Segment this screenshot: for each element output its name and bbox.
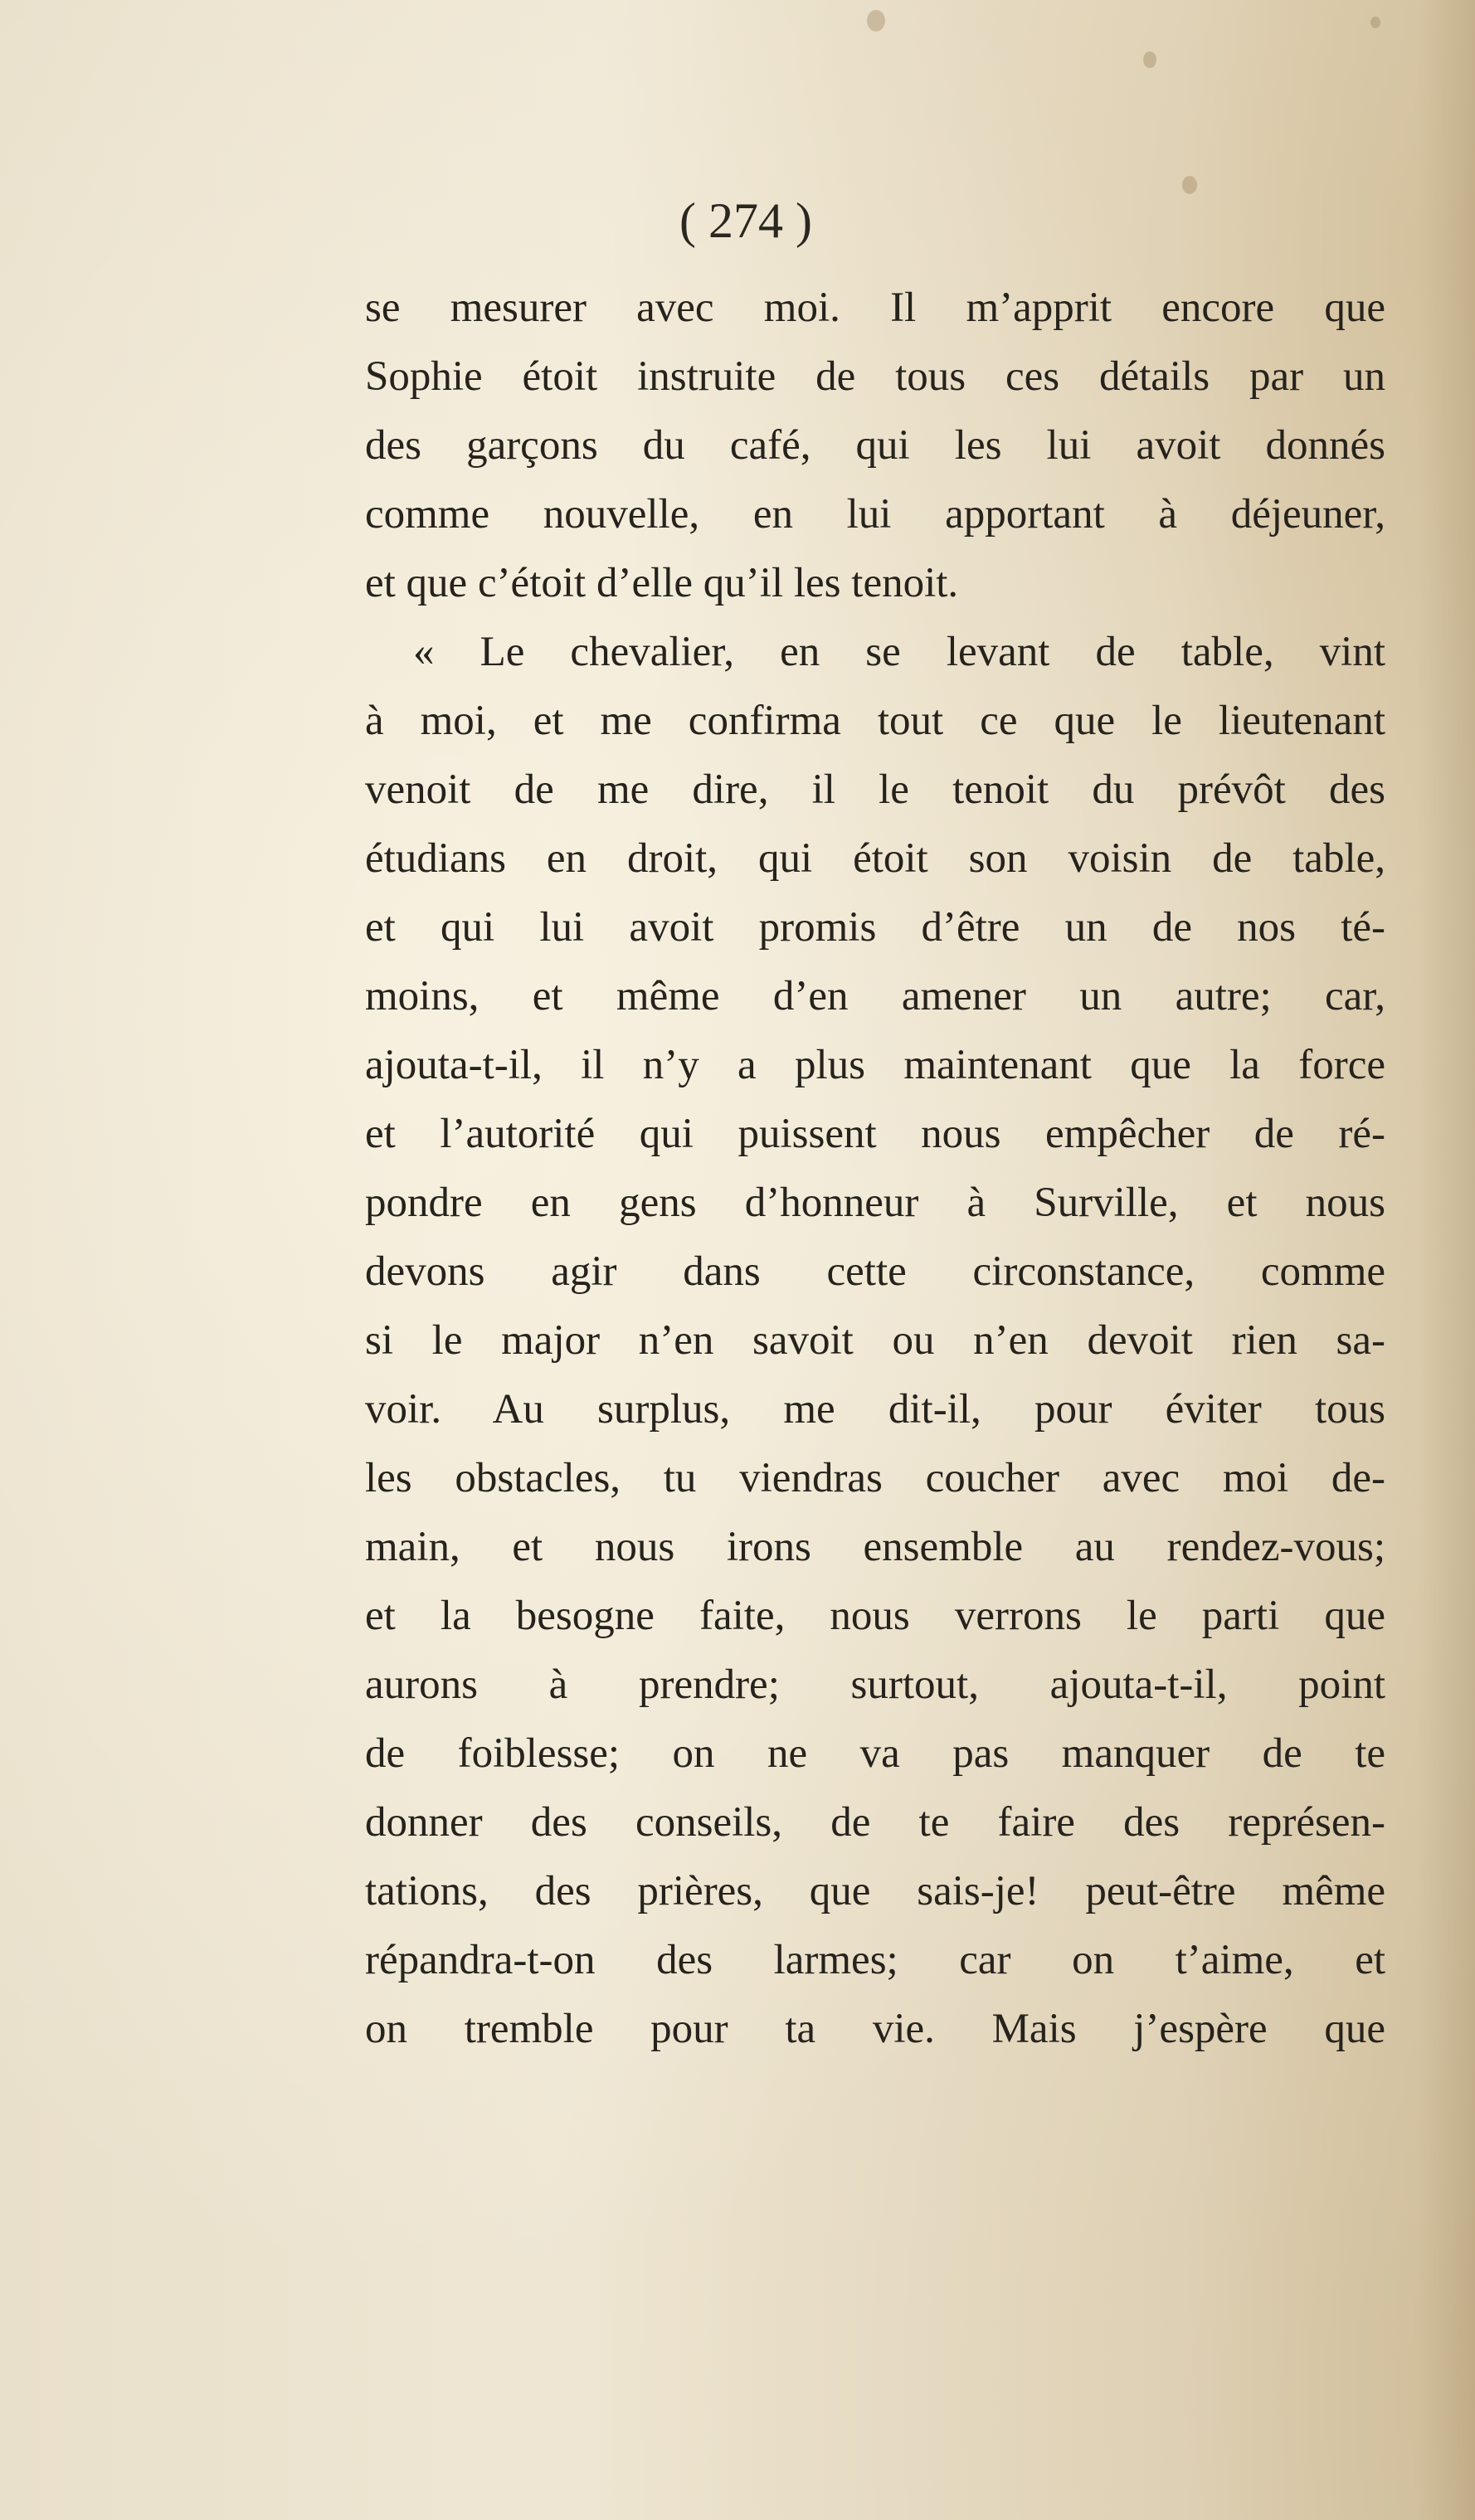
text-line: donner des conseils, de te faire des représen-: [365, 1799, 1385, 1846]
text-line: moins, et même d’en amener un autre; car,: [365, 973, 1385, 1019]
text-line: devons agir dans cette circonstance, comme: [365, 1248, 1385, 1295]
text-line: main, et nous irons ensemble au rendez-vous;: [365, 1524, 1385, 1570]
text-line: de foiblesse; on ne va pas manquer de te: [365, 1730, 1385, 1777]
text-line: et que c’étoit d’elle qu’il les tenoit.: [365, 560, 959, 606]
text-line: pondre en gens d’honneur à Surville, et nous: [365, 1180, 1385, 1226]
text-line: aurons à prendre; surtout, ajouta-t-il, point: [365, 1661, 1385, 1708]
paper-spot: [1182, 176, 1197, 194]
text-line: et qui lui avoit promis d’être un de nos té-: [365, 904, 1385, 951]
text-line: ajouta-t-il, il n’y a plus maintenant que la force: [365, 1042, 1385, 1088]
paper-spot: [1143, 51, 1156, 68]
text-line: « Le chevalier, en se levant de table, vint: [413, 629, 1385, 675]
text-line: si le major n’en savoit ou n’en devoit rien sa-: [365, 1317, 1385, 1364]
page-edge-shadow: [1417, 0, 1475, 2520]
text-line: à moi, et me confirma tout ce que le lieutenant: [365, 698, 1385, 744]
paper-spot: [1370, 17, 1380, 28]
text-line: Sophie étoit instruite de tous ces détails par un: [365, 353, 1385, 400]
text-line: on tremble pour ta vie. Mais j’espère que: [365, 2006, 1385, 2052]
text-line: répandra-t-on des larmes; car on t’aime, et: [365, 1937, 1385, 1983]
text-line: comme nouvelle, en lui apportant à déjeuner,: [365, 491, 1385, 538]
paper-spot: [867, 10, 885, 32]
text-line: et la besogne faite, nous verrons le parti que: [365, 1593, 1385, 1639]
text-line: et l’autorité qui puissent nous empêcher de ré-: [365, 1111, 1385, 1157]
text-line: des garçons du café, qui les lui avoit donnés: [365, 422, 1385, 469]
text-line: étudians en droit, qui étoit son voisin de table,: [365, 835, 1385, 882]
text-line: les obstacles, tu viendras coucher avec moi de-: [365, 1455, 1385, 1501]
text-line: tations, des prières, que sais-je! peut-être même: [365, 1868, 1385, 1914]
text-line: se mesurer avec moi. Il m’apprit encore que: [365, 285, 1385, 331]
page-number: ( 274 ): [679, 193, 812, 248]
text-line: venoit de me dire, il le tenoit du prévôt des: [365, 766, 1385, 813]
text-line: voir. Au surplus, me dit-il, pour éviter tous: [365, 1386, 1385, 1433]
body-text: [365, 274, 1385, 2064]
